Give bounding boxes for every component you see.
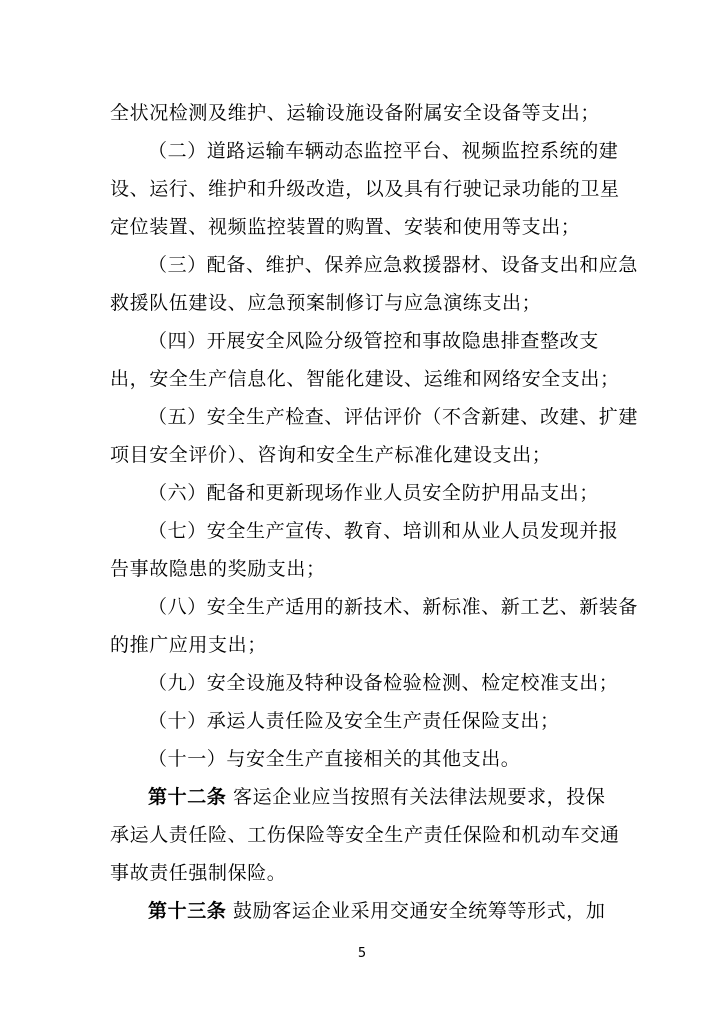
text-line-21: 事故责任强制保险。 (110, 862, 287, 884)
text-line-11: （六）配备和更新现场作业人员安全防护用品支出； (148, 482, 599, 504)
text-line-19 (110, 778, 616, 816)
text-line-14: （八）安全生产适用的新技术、新标准、新工艺、新装备 (148, 596, 639, 618)
text-line-18: （十一）与安全生产直接相关的其他支出。 (148, 748, 521, 770)
article-13-text: 鼓励客运企业采用交通安全统筹等形式，加 (226, 900, 606, 922)
text-line-16: （九）安全设施及特种设备检验检测、检定校准支出； (148, 672, 619, 694)
text-line-2: （二）道路运输车辆动态监控平台、视频监控系统的建 (148, 140, 619, 162)
text-line-13: 告事故隐患的奖励支出； (110, 558, 326, 580)
text-line-7: （四）开展安全风险分级管控和事故隐患排查整改支 (148, 330, 599, 352)
article-12-text: 客运企业应当按照有关法律法规要求，投保 (226, 786, 606, 808)
text-line-10: 项目安全评价）、咨询和安全生产标准化建设支出； (110, 444, 552, 466)
text-line-5: （三）配备、维护、保养应急救援器材、设备支出和应急 (148, 254, 639, 276)
text-line-3: 设、运行、维护和升级改造，以及具有行驶记录功能的卫星 (110, 178, 620, 200)
text-line-1: 全状况检测及维护、运输设施设备附属安全设备等支出； (110, 102, 601, 124)
text-line-6: 救援队伍建设、应急预案制修订与应急演练支出； (110, 292, 542, 314)
text-line-22 (110, 892, 616, 930)
page-number: 5 (357, 946, 367, 961)
article-13-heading: 第十三条 (148, 900, 227, 922)
text-line-9: （五）安全生产检查、评估评价（不含新建、改建、扩建 (148, 406, 639, 428)
text-line-12: （七）安全生产宣传、教育、培训和从业人员发现并报 (148, 520, 619, 542)
article-12-heading: 第十二条 (148, 786, 227, 808)
text-line-8: 出，安全生产信息化、智能化建设、运维和网络安全支出； (110, 368, 620, 390)
text-line-17: （十）承运人责任险及安全生产责任保险支出； (148, 710, 560, 732)
document-body (110, 94, 639, 930)
text-line-15: 的推广应用支出； (110, 634, 267, 656)
text-line-20: 承运人责任险、工伤保险等安全生产责任保险和机动车交通 (110, 824, 620, 846)
text-line-4: 定位装置、视频监控装置的购置、安装和使用等支出； (110, 216, 581, 238)
